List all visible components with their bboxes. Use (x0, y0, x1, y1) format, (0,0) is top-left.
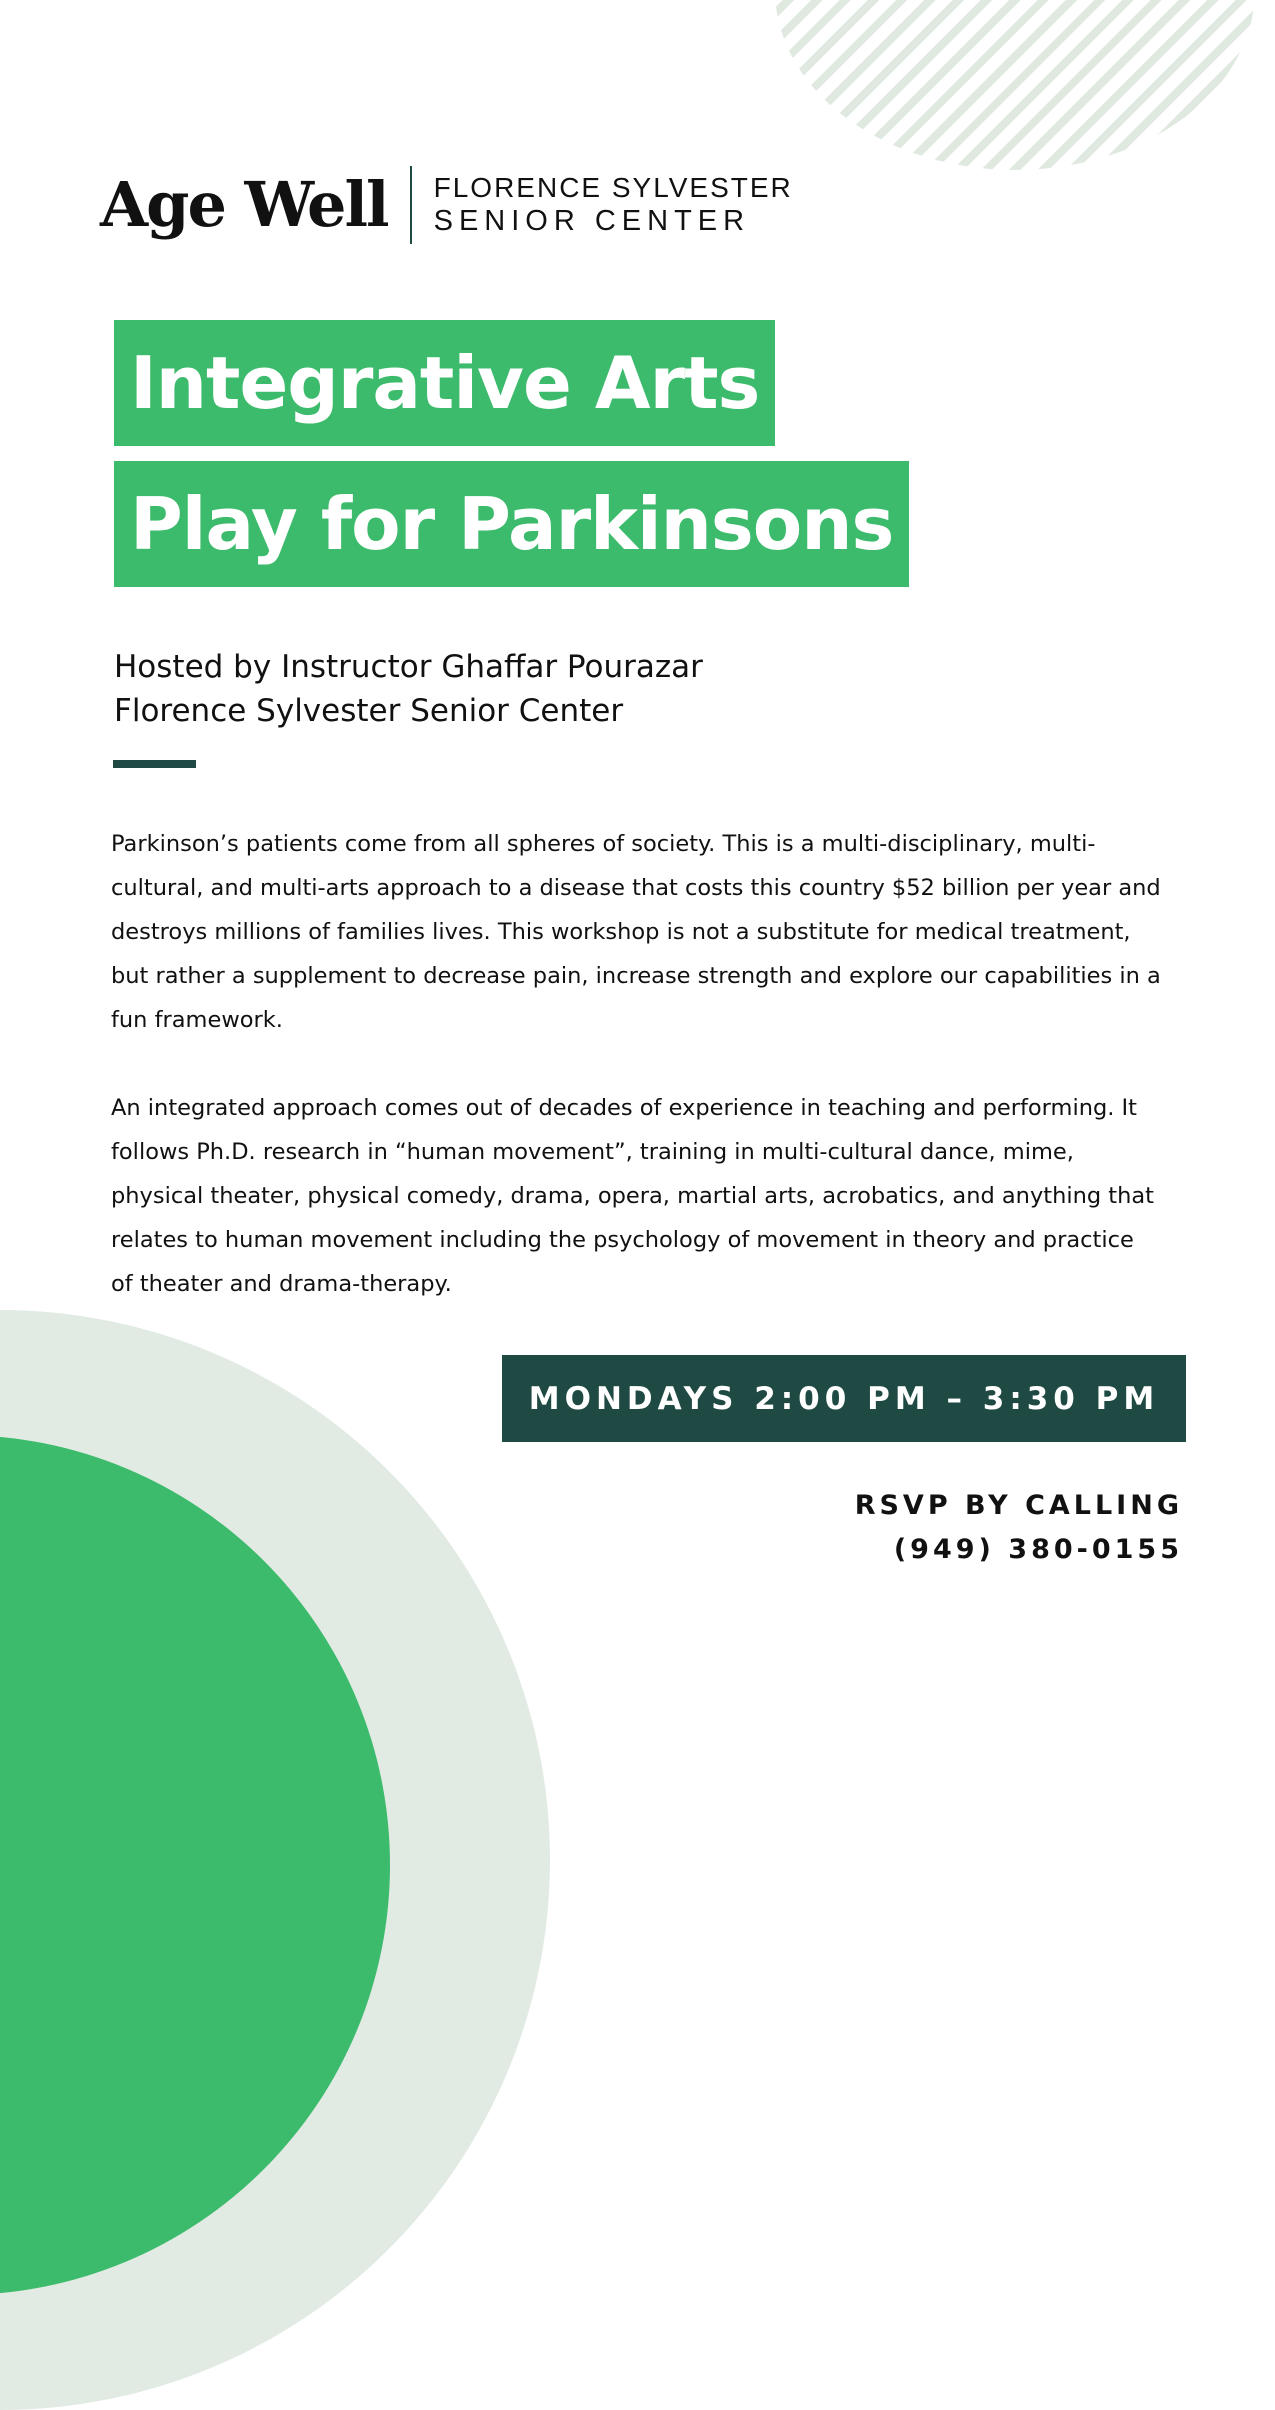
striped-circle-decoration (775, 0, 1255, 170)
logo (100, 165, 793, 245)
description (111, 822, 1161, 1350)
logo-wordmark: Age Well (100, 168, 388, 241)
logo-divider (410, 166, 412, 244)
host-location: Florence Sylvester Senior Center (114, 693, 624, 729)
description-paragraph-1: Parkinson’s patients come from all spheres of society. This is a multi-disciplinary, multi-cultural, and multi-arts approach to a disease that costs this country $52 billion per year and destroys millions of families lives. This workshop is not a substitute for medical treatment, but rather a supplement to decrease pain, increase strength and explore our capabilities in a fun framework. (111, 831, 1161, 1033)
logo-subtitle-line1: FLORENCE SYLVESTER (433, 171, 793, 203)
title-line-2: Play for Parkinsons (114, 461, 909, 587)
title-line-1: Integrative Arts (114, 320, 775, 446)
logo-subtitle (434, 171, 793, 239)
host-info (114, 645, 703, 733)
logo-subtitle-line2: SENIOR CENTER (433, 205, 751, 238)
rsvp-phone: (949) 380-0155 (893, 1534, 1183, 1565)
host-instructor: Hosted by Instructor Ghaffar Pourazar (114, 649, 703, 685)
description-paragraph-2: An integrated approach comes out of decades of experience in teaching and performing. It follows Ph.D. research in “human movement”, training in multi-cultural dance, mime, physical theater, physical comedy, drama, opera, martial arts, acrobatics, and anything that relates to human movement including the psychology of movement in theory and practice of theater and drama-therapy. (111, 1095, 1154, 1297)
accent-rule (113, 760, 196, 768)
rsvp-info (855, 1484, 1183, 1572)
rsvp-label: RSVP BY CALLING (854, 1490, 1183, 1521)
schedule-banner: MONDAYS 2:00 PM – 3:30 PM (502, 1355, 1186, 1442)
